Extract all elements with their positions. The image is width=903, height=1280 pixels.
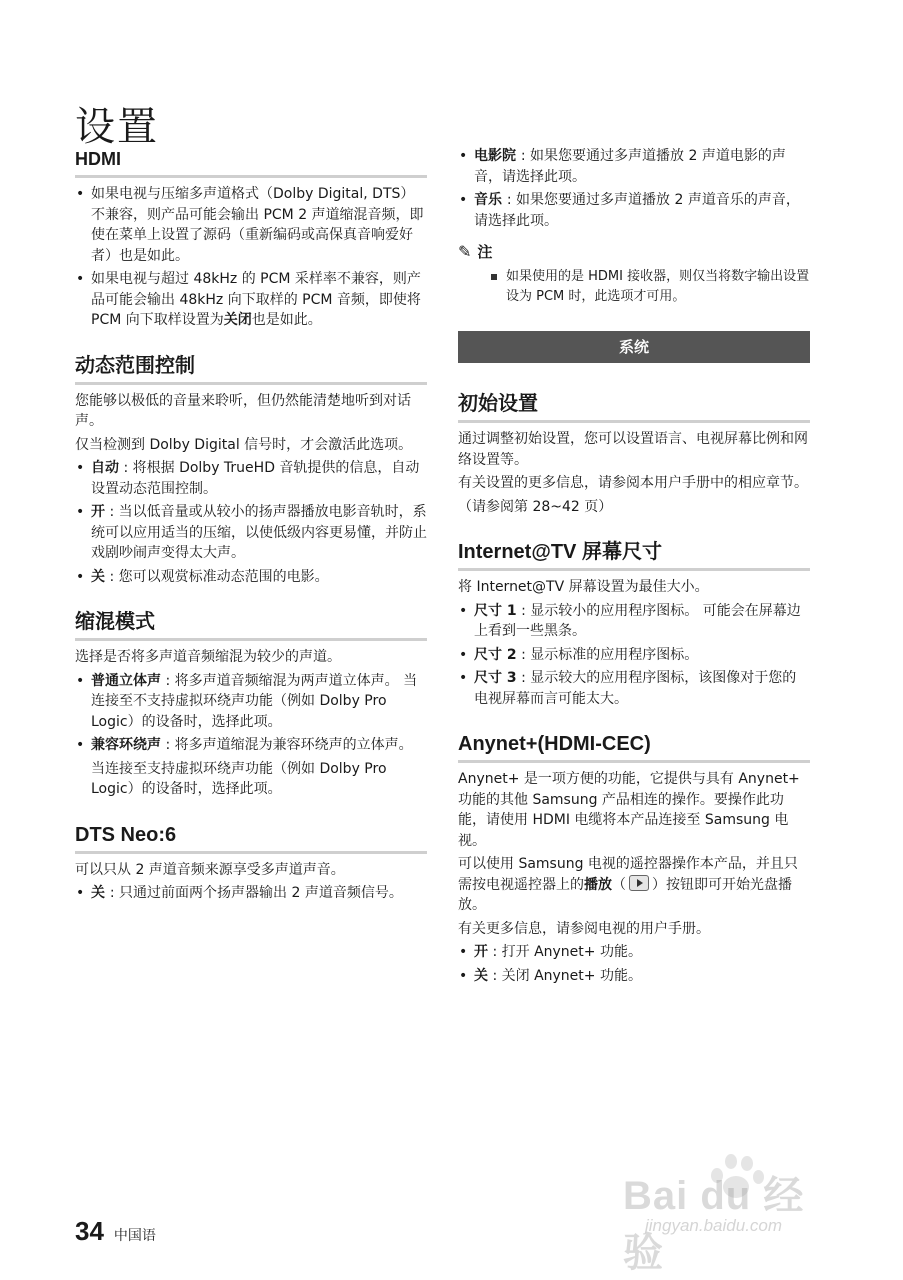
itv-paragraph-1: 将 Internet@TV 屏幕设置为最佳大小。 [458,579,709,595]
option-label: 关 [91,568,105,585]
option-label: 尺寸 1 [474,602,517,619]
option-text: : 只通过前面两个扬声器输出 2 声道音频信号。 [109,885,403,901]
watermark-url: jingyan.baidu.com [645,1216,783,1235]
option-text: : 将根据 Dolby TrueHD 音轨提供的信息，自动设置动态范围控制。 [91,460,420,497]
initial-paragraph-2: 有关设置的更多信息，请参阅本用户手册中的相应章节。 [458,475,808,491]
option-text: : 显示标准的应用程序图标。 [516,646,699,663]
page-number: 34 [75,1216,104,1246]
downmix-list [75,671,427,756]
option-text: : 打开 Anynet+ 功能。 [488,944,642,960]
note-heading [458,241,810,263]
initial-paragraph-3: （请参阅第 28~42 页） [458,498,613,515]
hdmi-heading: HDMI [75,146,427,178]
itv-heading: Internet@TV 屏幕尺寸 [458,539,810,571]
section-anynet [458,731,810,986]
option-label: 开 [474,944,488,960]
option-label: 尺寸 3 [474,670,517,686]
list-item [458,966,810,987]
hdmi-bullet-2-text: 如果电视与超过 48kHz 的 PCM 采样率不兼容，则产品可能会输出 48kHz 向下取样的 PCM 音频，即使将 PCM 向下取样设置为 [91,271,421,328]
option-text: : 如果您要通过多声道播放 2 声道音乐的声音，请选择此项。 [474,192,800,229]
anynet-p2-bold: 播放 [584,876,612,893]
note-title: 注 [477,243,493,261]
play-button-icon [629,875,649,891]
list-item: • 如果电视与压缩多声道格式（Dolby Digital, DTS）不兼容，则产品可能会输出 PCM 2 声道缩混音频，即使在菜单上设置了源码（重新编码或高保真音响爱好者）也是如此。 [75,184,427,266]
option-label: 电影院 [474,148,521,164]
system-section-bar: 系统 [458,331,810,363]
drc-paragraph-2: 仅当检测到 Dolby Digital 信号时，才会激活此选项。 [75,436,413,453]
drc-heading: 动态范围控制 [75,353,427,385]
drc-paragraph-1: 您能够以极低的音量来聆听，但仍然能清楚地听到对话声。 [75,392,411,429]
list-item [458,942,810,963]
language-label: 中国语 [113,1228,156,1244]
drc-list [75,458,427,587]
dts-list-continued [458,146,810,231]
list-item [75,567,427,588]
section-downmix [75,609,427,800]
list-item [458,146,810,187]
initial-heading: 初始设置 [458,391,810,423]
section-initial-setup [458,391,810,517]
pencil-icon: ✎ [458,242,472,261]
list-item [458,190,810,231]
baidu-watermark [623,1150,843,1275]
dts-heading: DTS Neo:6 [75,822,427,854]
option-label: 开 [91,504,105,520]
hdmi-bullet-2-bold: 关闭 [223,312,252,328]
downmix-paragraph-1: 选择是否将多声道音频缩混为较少的声道。 [75,649,341,665]
anynet-paragraph-3: 有关更多信息，请参阅电视的用户手册。 [458,920,710,937]
option-label: 音乐 [474,192,507,208]
downmix-heading: 缩混模式 [75,609,427,641]
option-label: 兼容环绕声 [91,737,161,753]
list-item [75,502,427,564]
option-label: 关 [91,885,110,901]
option-text: : 显示较大的应用程序图标，该图像对于您的电视屏幕而言可能太大。 [474,670,797,707]
page-footer [75,1216,156,1247]
list-item [75,883,427,904]
note-text: 如果使用的是 HDMI 接收器，则仅当将数字输出设置设为 PCM 时，此选项才可用。 [458,267,810,307]
option-text: : 将多声道缩混为兼容环绕声的立体声。 [161,737,413,753]
anynet-list [458,942,810,986]
anynet-p2-post: ）按钮即可开始光盘播放。 [458,876,792,913]
note-box [458,241,810,307]
page-title: 设置 [75,103,159,150]
dts-list [75,883,427,904]
option-text: : 如果您要通过多声道播放 2 声道电影的声音，请选择此项。 [474,148,786,185]
anynet-p2-pre: 可以使用 Samsung 电视的遥控器操作本产品，并且只需按电视遥控器上的 [458,856,798,893]
list-item [75,458,427,499]
option-label: 尺寸 2 [474,646,517,663]
hdmi-bullet-2-tail: 也是如此。 [251,312,322,328]
section-internet-tv [458,539,810,709]
option-label: 自动 [91,460,119,476]
anynet-heading: Anynet+(HDMI-CEC) [458,731,810,763]
dts-paragraph-1: 可以只从 2 声道音频来源享受多声道声音。 [75,861,345,878]
left-column [75,146,427,926]
list-item [458,601,810,642]
list-item [75,735,427,756]
section-dts [75,822,427,904]
downmix-extra: 当连接至支持虚拟环绕声功能（例如 Dolby Pro Logic）的设备时，选择此项。 [91,760,387,797]
list-item [75,269,427,331]
option-label: 普通立体声 [91,672,161,689]
anynet-paragraph-1: Anynet+ 是一项方便的功能，它提供与具有 Anynet+ 功能的其他 Samsung 产品相连的操作。要操作此功能，请使用 HDMI 电缆将本产品连接至 Samsung 电视。 [458,771,800,849]
watermark-logo: Bai du 经验 [623,1174,805,1275]
option-text: : 您可以观赏标准动态范围的电影。 [105,568,329,585]
section-hdmi [75,146,427,331]
option-text: : 当以低音量或从较小的扬声器播放电影音轨时，系统可以应用适当的压缩，以使低级内容更易懂，并防止戏剧吵闹声变得太大声。 [91,504,427,561]
initial-paragraph-1: 通过调整初始设置，您可以设置语言、电视屏幕比例和网络设置等。 [458,431,808,468]
option-text: : 显示较小的应用程序图标。 可能会在屏幕边上看到一些黑条。 [474,602,801,639]
anynet-p2-mid: （ [612,876,626,893]
list-item [75,671,427,733]
section-drc [75,353,427,588]
right-column [458,146,810,1008]
list-item [458,645,810,666]
option-text: : 关闭 Anynet+ 功能。 [488,967,642,984]
option-text: : 将多声道音频缩混为两声道立体声。 当连接至不支持虚拟环绕声功能（例如 Dolby Pro Logic）的设备时，选择此项。 [91,672,418,730]
itv-list [458,601,810,710]
anynet-paragraph-2 [458,854,810,916]
list-item [458,668,810,709]
option-label: 关 [474,967,488,984]
hdmi-list [75,184,427,331]
